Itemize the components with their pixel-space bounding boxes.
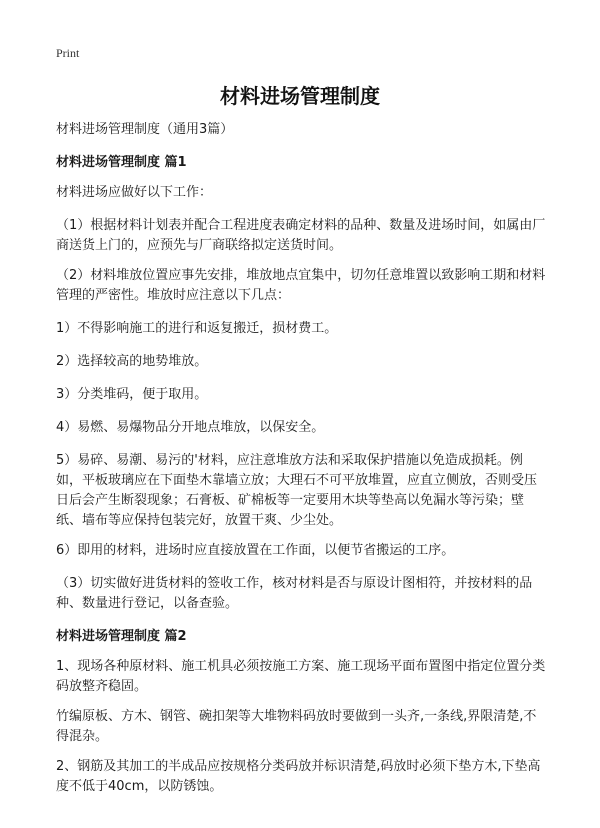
paragraph: 4）易燃、易爆物品分开地点堆放，以保安全。: [56, 420, 325, 435]
paragraph: 1、现场各种原材料、施工机具必须按施工方案、施工现场平面布置图中指定位置分类码放整齐稳固。: [56, 659, 546, 694]
document-subtitle: 材料进场管理制度（通用3篇）: [56, 122, 234, 137]
paragraph: （3）切实做好进货材料的签收工作，核对材料是否与原设计图相符，并按材料的品种、数量进行登记，以备查验。: [56, 576, 533, 611]
paragraph: 2、钢筋及其加工的半成品应按规格分类码放并标识清楚,码放时必须下垫方木,下垫高度不低于40cm，以防锈蚀。: [56, 759, 541, 794]
paragraph: 6）即用的材料，进场时应直接放置在工作面，以便节省搬运的工序。: [56, 543, 455, 558]
paragraph: 3）分类堆码，便于取用。: [56, 387, 208, 402]
print-link[interactable]: Print: [56, 46, 80, 60]
paragraph: 2）选择较高的地势堆放。: [56, 354, 208, 369]
section-heading: 材料进场管理制度 篇2: [56, 629, 187, 644]
section-heading: 材料进场管理制度 篇1: [56, 155, 187, 170]
paragraph: 竹编原板、方木、钢管、碗扣架等大堆物料码放时要做到一头齐,一条线,界限清楚,不得混杂。: [56, 709, 537, 744]
paragraph: 材料进场应做好以下工作：: [56, 185, 213, 200]
paragraph: 1）不得影响施工的进行和返复搬迁，损材费工。: [56, 321, 338, 336]
paragraph: 5）易碎、易潮、易污的'材料，应注意堆放方法和采取保护措施以免造成损耗。例如，平板玻璃应在下面垫木靠墙立放；大理石不可平放堆置，应直立侧放，否则受压日后会产生断裂现象；石膏板、矿棉板等一定要用木块等垫高以免漏水等污染；壁纸、墙布等应保持包装完好，放置干爽、少尘处。: [56, 453, 538, 528]
paragraph: （1）根据材料计划表并配合工程进度表确定材料的品种、数量及进场时间，如属由厂商送货上门的，应预先与厂商联络拟定送货时间。: [56, 218, 546, 253]
page-title: 材料进场管理制度: [220, 84, 380, 108]
paragraph: （2）材料堆放位置应事先安排，堆放地点宜集中，切勿任意堆置以致影响工期和材料管理的严密性。堆放时应注意以下几点：: [56, 268, 546, 303]
document-body: [56, 120, 548, 797]
